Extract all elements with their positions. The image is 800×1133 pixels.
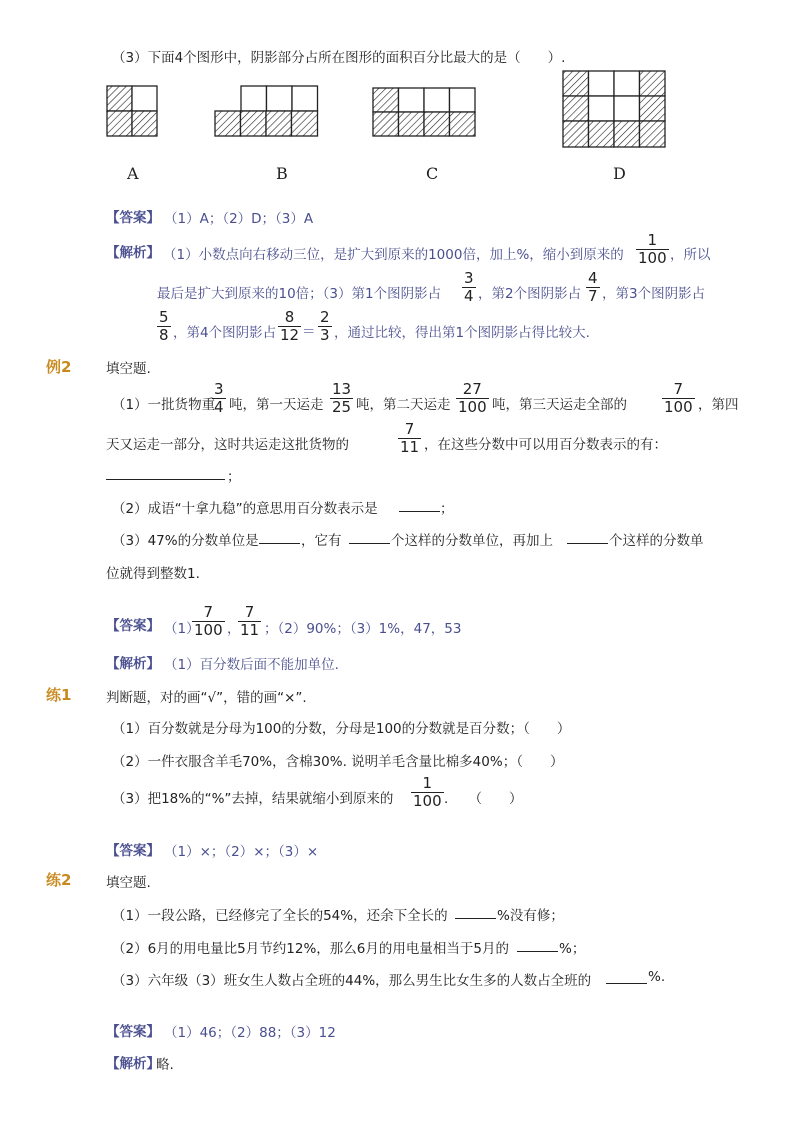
pr2-q3-a: （3）六年级（3）班女生人数占全班的44%，那么男生比女生多的人数占全班的 xyxy=(112,973,592,989)
answer-blank-5[interactable] xyxy=(567,530,608,544)
fraction-2-3: $\frac{2}{3}$ xyxy=(320,308,330,344)
figure-label-c: C xyxy=(426,164,439,183)
pr2-q3-b: %. xyxy=(648,969,666,985)
answer-2-b: ；（2）90%；（3）1%，47，53 xyxy=(264,621,462,637)
fraction-7-100: $\frac{7}{100}$ xyxy=(664,380,693,416)
practice-2-tag: 练2 xyxy=(46,871,72,889)
ex2-q2-a: （2）成语“十拿九稳”的意思用百分数表示是 xyxy=(112,501,378,517)
ex2-q1-c: 吨，第二天运走 xyxy=(356,397,451,413)
pr1-q3-b: . （ ） xyxy=(444,791,523,807)
answer-2-sep: ， xyxy=(227,621,241,637)
analysis-1-line3c: ，通过比较，得出第1个图阴影占得比较大. xyxy=(334,325,590,341)
answer-1-text: （1）A；（2）D；（3）A xyxy=(164,211,314,227)
answer-label: 【答案】 xyxy=(106,210,160,226)
fraction-4-7: $\frac{4}{7}$ xyxy=(588,269,598,305)
ex2-q2-b: ； xyxy=(440,501,454,517)
ex2-q1-e: ，第四 xyxy=(698,397,739,413)
figure-label-d: D xyxy=(613,164,626,183)
fraction-27-100: $\frac{27}{100}$ xyxy=(458,380,487,416)
answer-blank-8[interactable] xyxy=(606,970,647,984)
analysis-2-text: （1）百分数后面不能加单位. xyxy=(164,657,339,673)
fraction-3-4-tons: $\frac{3}{4}$ xyxy=(214,380,224,416)
figure-label-b: B xyxy=(276,164,288,183)
answer-blank-7[interactable] xyxy=(517,938,558,952)
analysis-1-line2a: 最后是扩大到原来的10倍；（3）第1个图阴影占 xyxy=(157,286,442,302)
ex2-q1-line2a: 天又运走一部分，这时共运走这批货物的 xyxy=(106,437,349,453)
answer-2-a: （1） xyxy=(164,621,200,637)
answer-label-2: 【答案】 xyxy=(106,618,160,634)
ex2-q3-line2: 位就得到整数1. xyxy=(106,566,200,582)
ex2-q3-d: 个这样的分数单 xyxy=(609,533,704,549)
fraction-5-8: $\frac{5}{8}$ xyxy=(159,308,169,344)
answer-fraction-7-11: $\frac{7}{11}$ xyxy=(240,603,260,639)
analysis-1-line1a: （1）小数点向右移动三位，是扩大到原来的1000倍，加上%，缩小到原来的 xyxy=(163,247,624,263)
fraction-13-25: $\frac{13}{25}$ xyxy=(332,380,352,416)
analysis-1-line2c: ，第3个图阴影占 xyxy=(602,286,706,302)
figure-b-grid xyxy=(215,86,318,136)
ex2-q1-line3-end: ； xyxy=(227,469,241,485)
analysis-label-2: 【解析】 xyxy=(106,656,160,672)
fraction-3-4: $\frac{3}{4}$ xyxy=(464,269,474,305)
example-2-title: 填空题. xyxy=(106,361,151,377)
fraction-8-12: $\frac{8}{12}$ xyxy=(280,308,300,344)
answer-blank-2[interactable] xyxy=(399,498,440,512)
figure-d-grid xyxy=(563,71,665,147)
figure-label-a: A xyxy=(127,164,139,183)
practice-2-title: 填空题. xyxy=(106,875,151,891)
practice-1-tag: 练1 xyxy=(46,686,72,704)
ex2-q3-a: （3）47%的分数单位是 xyxy=(112,533,259,549)
pr1-q3-a: （3）把18%的“%”去掉，结果就缩小到原来的 xyxy=(112,791,394,807)
answer-fraction-7-100: $\frac{7}{100}$ xyxy=(194,603,223,639)
question-3-stem: （3）下面4个图形中，阴影部分占所在图形的面积百分比最大的是（ ）. xyxy=(112,50,566,66)
analysis-label: 【解析】 xyxy=(106,245,160,261)
answer-blank-4[interactable] xyxy=(349,530,390,544)
pr2-q2-a: （2）6月的用电量比5月节约12%，那么6月的用电量相当于5月的 xyxy=(112,941,509,957)
fraction-7-11: $\frac{7}{11}$ xyxy=(400,420,420,456)
analysis-label-4: 【解析】 xyxy=(106,1056,160,1072)
answer-blank-1[interactable] xyxy=(106,466,225,480)
shaded-grid-figures xyxy=(0,0,800,200)
figure-c-grid xyxy=(373,88,475,136)
pr1-q1: （1）百分数就是分母为100的分数，分母是100的分数就是百分数；（ ） xyxy=(112,721,571,737)
answer-blank-3[interactable] xyxy=(259,530,300,544)
pr1-q2: （2）一件衣服含羊毛70%，含棉30%. 说明羊毛含量比棉多40%；（ ） xyxy=(112,754,564,770)
example-2-tag: 例2 xyxy=(46,358,72,376)
analysis-4-text: 略. xyxy=(156,1057,174,1073)
ex2-q1-line2b: ，在这些分数中可以用百分数表示的有： xyxy=(424,437,667,453)
ex2-q3-b: ，它有 xyxy=(301,533,342,549)
answer-label-3: 【答案】 xyxy=(106,843,160,859)
answer-4-text: （1）46；（2）88；（3）12 xyxy=(164,1025,336,1041)
pr2-q1-a: （1）一段公路，已经修完了全长的54%，还余下全长的 xyxy=(112,908,448,924)
pr2-q2-b: %； xyxy=(559,941,586,957)
analysis-1-line2b: ，第2个图阴影占 xyxy=(478,286,582,302)
analysis-1-line1b: ，所以 xyxy=(670,247,711,263)
answer-blank-6[interactable] xyxy=(455,905,496,919)
figure-a-grid xyxy=(107,86,157,136)
pr2-q1-b: %没有修； xyxy=(497,908,564,924)
fraction-1-100: $\frac{1}{100}$ xyxy=(638,231,667,267)
answer-3-text: （1）×；（2）×；（3）× xyxy=(164,844,319,860)
ex2-q1-b: 吨，第一天运走 xyxy=(229,397,324,413)
ex2-q1-d: 吨，第三天运走全部的 xyxy=(492,397,627,413)
ex2-q3-c: 个这样的分数单位，再加上 xyxy=(391,533,553,549)
analysis-1-line3a: ，第4个图阴影占 xyxy=(173,325,277,341)
analysis-1-line3b: ＝ xyxy=(302,324,316,340)
ex2-q1-a: （1）一批货物重 xyxy=(112,397,216,413)
fraction-1-100-b: $\frac{1}{100}$ xyxy=(413,774,442,810)
practice-1-title: 判断题，对的画“√”，错的画“×”. xyxy=(106,690,307,706)
answer-label-4: 【答案】 xyxy=(106,1024,160,1040)
